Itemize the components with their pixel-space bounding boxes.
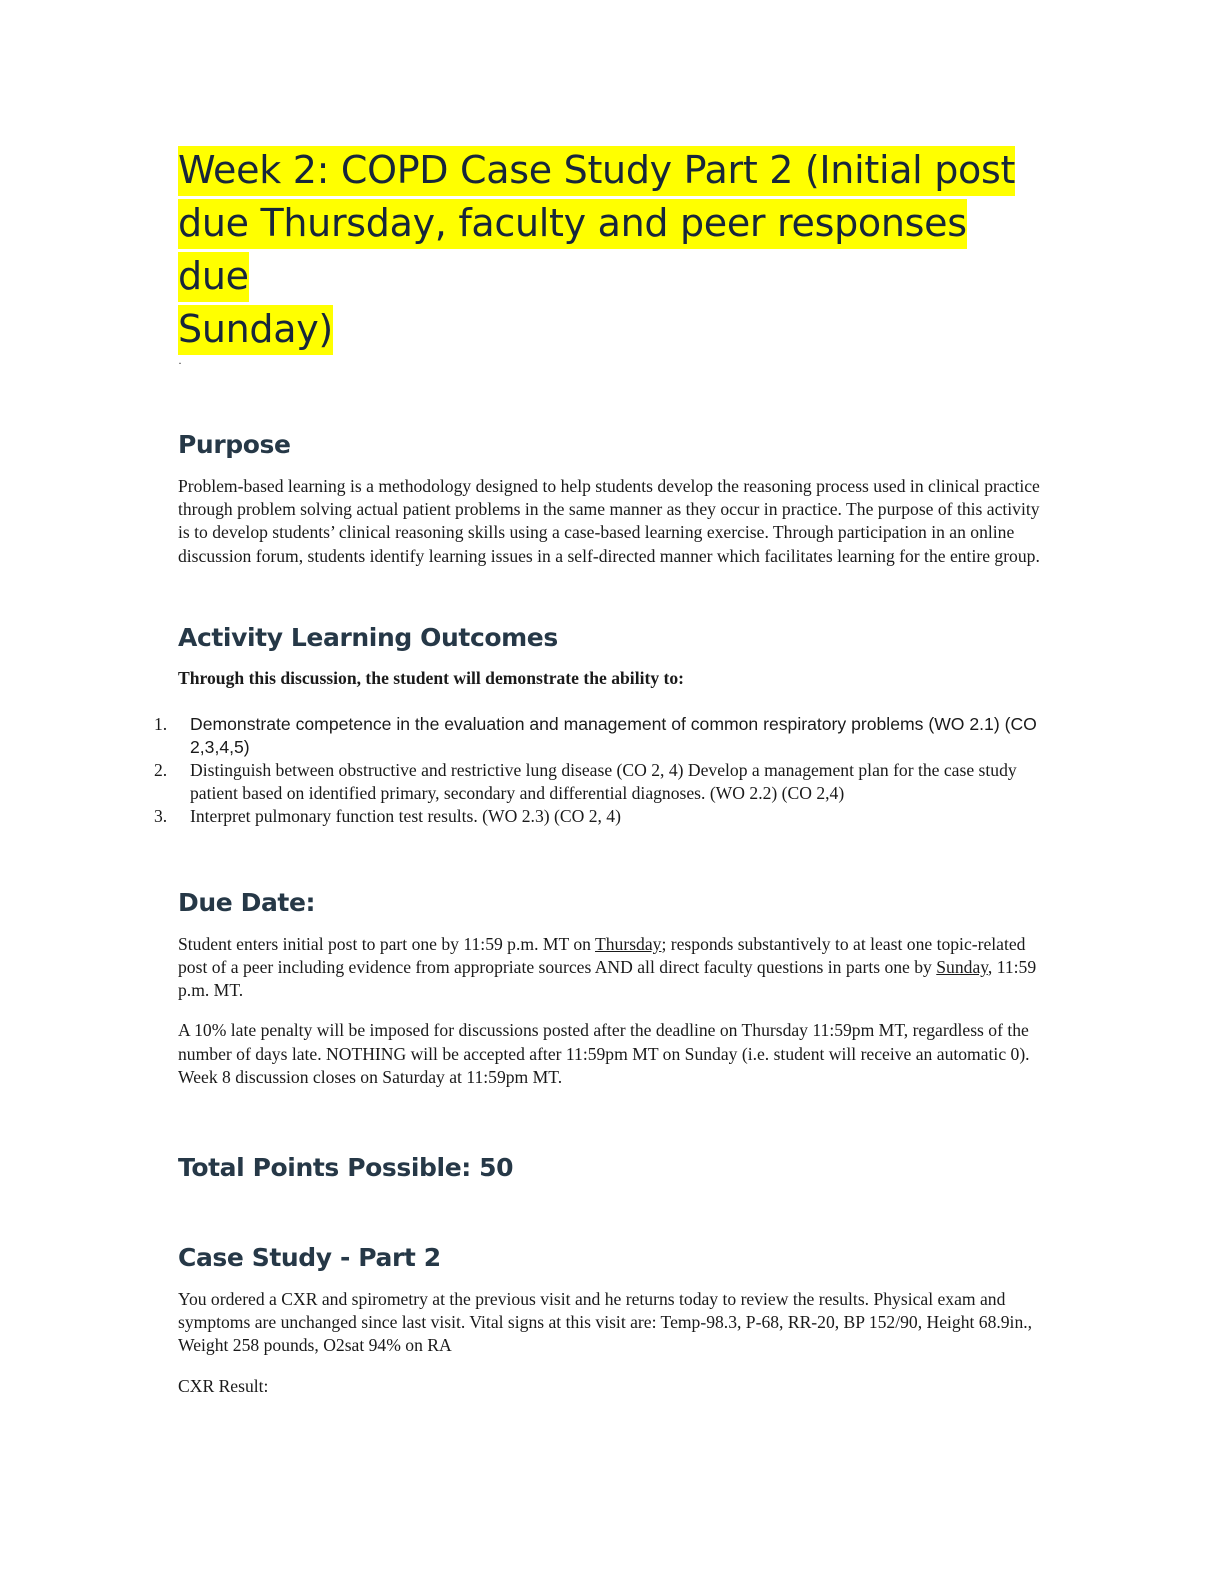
list-item	[154, 713, 1048, 759]
due-sunday: Sunday	[936, 957, 988, 978]
purpose-heading: Purpose	[178, 430, 291, 459]
cxr-result-label: CXR Result:	[178, 1375, 269, 1396]
title-line-2: due Thursday, faculty and peer responses due	[178, 199, 967, 302]
late-penalty-paragraph: A 10% late penalty will be imposed for discussions posted after the deadline on Thursday 11:59pm MT, regardless of the number of days late. NOTHING will be accepted after 11:59pm MT on Sunday (i.e. student will receive an automatic 0). Week 8 discussion closes on Saturday at 11:59pm MT.	[178, 1020, 1030, 1087]
list-item-text: Interpret pulmonary function test results. (WO 2.3) (CO 2, 4)	[190, 805, 621, 826]
total-points-heading: Total Points Possible: 50	[178, 1153, 514, 1183]
due-text-b: ; responds substantively to at least one topic-related post of a peer including evidence from appropriate sources AND all direct faculty questions in parts one by	[178, 933, 1026, 978]
list-item	[154, 805, 1048, 828]
stray-dot: ·	[178, 356, 182, 370]
outcomes-lead: Through this discussion, the student will demonstrate the ability to:	[178, 667, 685, 688]
due-text-a: Student enters initial post to part one by 11:59 p.m. MT on	[178, 933, 596, 954]
due-text-c: , 11:59 p.m. MT.	[178, 957, 1037, 1001]
title-line-1: Week 2: COPD Case Study Part 2 (Initial post	[178, 146, 1015, 196]
due-thursday: Thursday	[595, 933, 662, 954]
list-item	[154, 759, 1048, 805]
list-item-number: 2.	[154, 759, 168, 780]
list-item-number: 1.	[154, 713, 168, 734]
outcomes-list	[154, 713, 1048, 828]
title-line-3: Sunday)	[178, 305, 333, 355]
list-item-number: 3.	[154, 805, 168, 826]
due-date-heading: Due Date:	[178, 887, 316, 917]
outcomes-heading: Activity Learning Outcomes	[178, 622, 558, 652]
document-content	[154, 144, 1048, 1398]
list-item-text: Demonstrate competence in the evaluation and management of common respiratory problems (WO 2.1) (CO 2,3,4,5)	[190, 713, 1037, 757]
purpose-paragraph: Problem-based learning is a methodology designed to help students develop the reasoning process used in clinical practice through problem solving actual patient problems in the same manner as they occur in practice. The purpose of this activity is to develop students’ clinical reasoning skills using a case-based learning exercise. Through participation in an online discussion forum, students identify learning issues in a self-directed manner which facilitates learning for the entire group.	[178, 476, 1040, 566]
due-date-paragraph	[178, 933, 1048, 1003]
page-title	[178, 144, 1048, 356]
list-item-text: Distinguish between obstructive and restrictive lung disease (CO 2, 4) Develop a management plan for the case study patient based on identified primary, secondary and differential diagnoses. (WO 2.2) (CO 2,4)	[190, 759, 1017, 803]
case-study-paragraph: You ordered a CXR and spirometry at the previous visit and he returns today to review the results. Physical exam and symptoms are unchanged since last visit. Vital signs at this visit are: Temp-98.3, P-68, RR-20, BP 152/90, Height 68.9in., Weight 258 pounds, O2sat 94% on RA	[178, 1289, 1033, 1356]
case-study-heading: Case Study - Part 2	[178, 1243, 441, 1273]
